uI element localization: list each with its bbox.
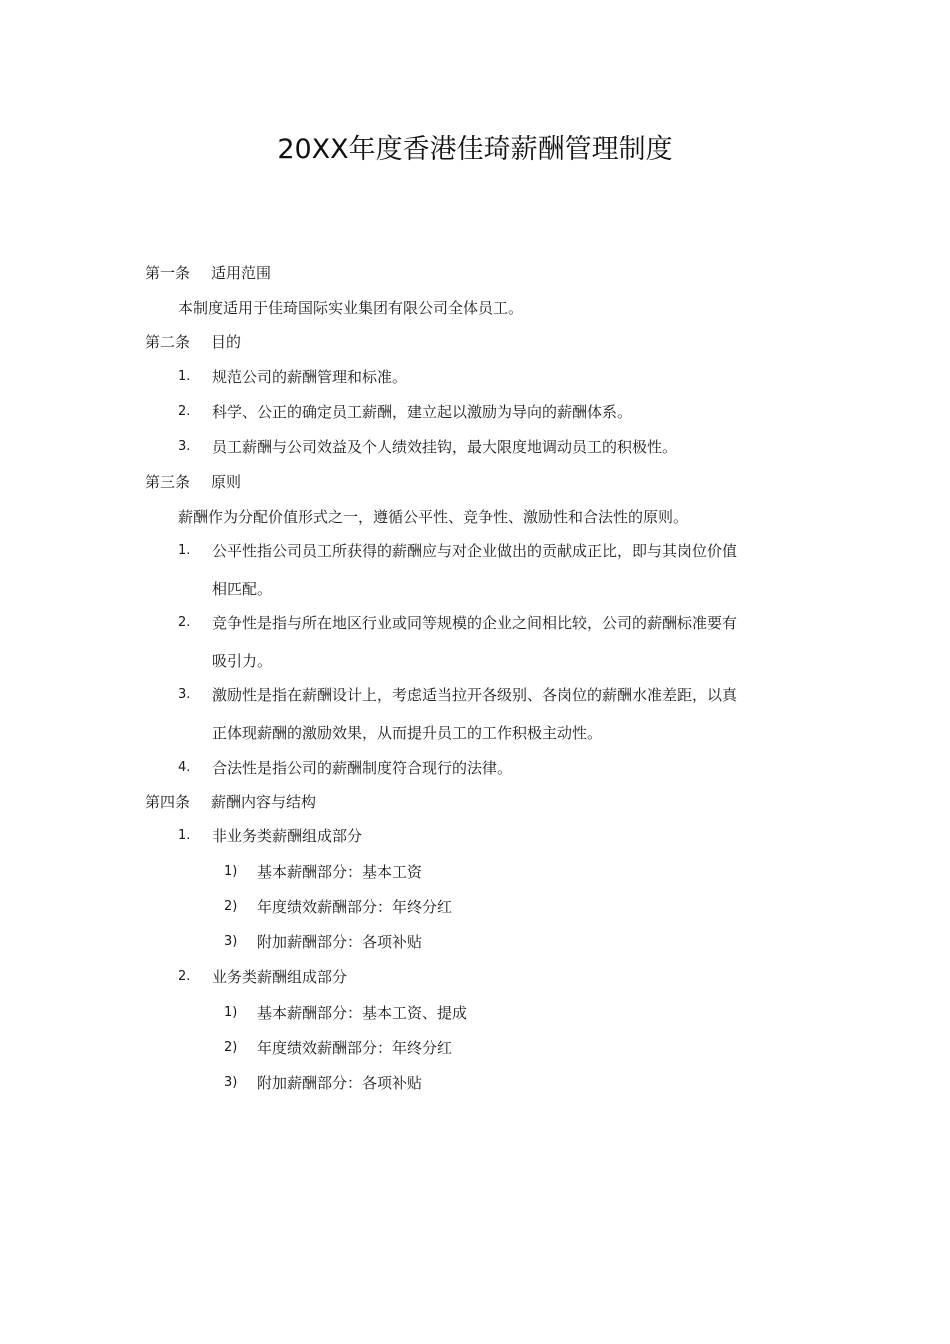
article-4-heading [145, 791, 316, 813]
list-marker: 1) [224, 1005, 238, 1020]
list-item-text: 附加薪酬部分：各项补贴 [257, 933, 423, 951]
article-title: 原则 [211, 473, 242, 491]
list-marker: 3. [178, 687, 191, 702]
list-item-continuation: 正体现薪酬的激励效果，从而提升员工的工作积极主动性。 [212, 724, 603, 742]
list-item-text: 合法性是指公司的薪酬制度符合现行的法律。 [212, 759, 513, 777]
list-item-continuation: 相匹配。 [212, 580, 273, 598]
document-title: 20XX年度香港佳琦薪酬管理制度 [277, 134, 673, 165]
article-3-heading [145, 471, 241, 493]
list-item-text: 年度绩效薪酬部分：年终分红 [257, 1039, 453, 1057]
list-marker: 2) [224, 1040, 238, 1055]
list-marker: 1. [178, 369, 191, 384]
list-marker: 3) [224, 934, 238, 949]
list-marker: 1) [224, 864, 238, 879]
list-item-text: 基本薪酬部分：基本工资 [257, 863, 423, 881]
list-item-text: 年度绩效薪酬部分：年终分红 [257, 898, 453, 916]
article-3-body: 薪酬作为分配价值形式之一，遵循公平性、竞争性、激励性和合法性的原则。 [178, 508, 689, 526]
list-item-text: 激励性是指在薪酬设计上，考虑适当拉开各级别、各岗位的薪酬水准差距，以真 [212, 686, 738, 704]
list-item-text: 规范公司的薪酬管理和标准。 [212, 368, 408, 386]
article-1-heading [145, 262, 271, 284]
list-marker: 1. [178, 828, 191, 843]
article-number: 第四条 [145, 793, 191, 811]
list-item-text: 基本薪酬部分：基本工资、提成 [257, 1004, 468, 1022]
list-item-continuation: 吸引力。 [212, 652, 273, 670]
list-marker: 2. [178, 969, 191, 984]
article-title: 适用范围 [211, 264, 272, 282]
article-title: 目的 [211, 333, 242, 351]
list-item-text: 科学、公正的确定员工薪酬，建立起以激励为导向的薪酬体系。 [212, 403, 633, 421]
list-item-text: 员工薪酬与公司效益及个人绩效挂钩，最大限度地调动员工的积极性。 [212, 438, 678, 456]
list-marker: 1. [178, 543, 191, 558]
article-number: 第一条 [145, 264, 191, 282]
list-marker: 2. [178, 404, 191, 419]
list-item-text: 业务类薪酬组成部分 [212, 968, 348, 986]
list-item-text: 公平性指公司员工所获得的薪酬应与对企业做出的贡献成正比，即与其岗位价值 [212, 542, 738, 560]
list-marker: 3) [224, 1075, 238, 1090]
list-item-text: 非业务类薪酬组成部分 [212, 827, 363, 845]
article-1-body: 本制度适用于佳琦国际实业集团有限公司全体员工。 [178, 299, 524, 317]
list-item-text: 竞争性是指与所在地区行业或同等规模的企业之间相比较，公司的薪酬标准要有 [212, 614, 738, 632]
list-marker: 2) [224, 899, 238, 914]
list-marker: 3. [178, 439, 191, 454]
article-number: 第二条 [145, 333, 191, 351]
list-marker: 2. [178, 615, 191, 630]
list-marker: 4. [178, 760, 191, 775]
list-item-text: 附加薪酬部分：各项补贴 [257, 1074, 423, 1092]
article-2-heading [145, 331, 241, 353]
article-title: 薪酬内容与结构 [211, 793, 317, 811]
article-number: 第三条 [145, 473, 191, 491]
